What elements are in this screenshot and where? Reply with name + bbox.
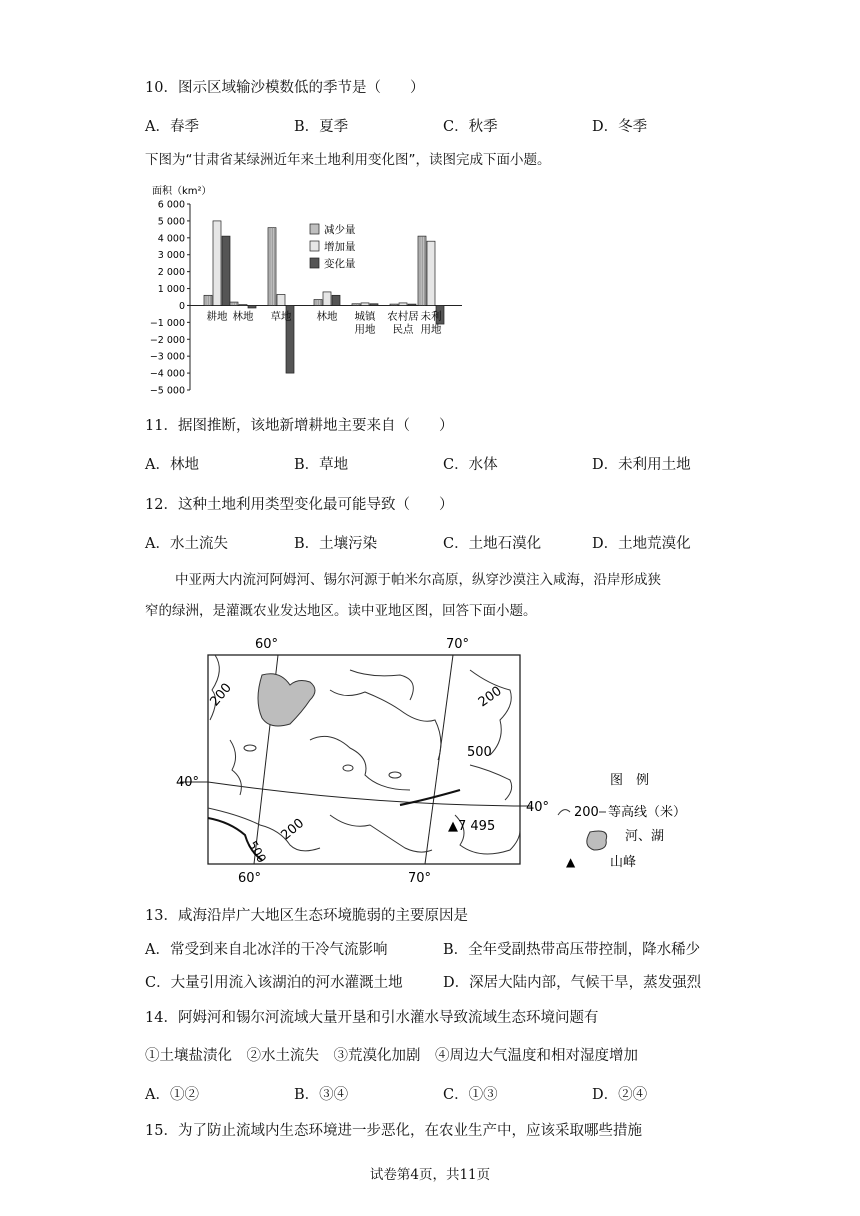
legend-swatch bbox=[310, 224, 319, 234]
category-label: 林地 bbox=[316, 310, 338, 323]
lon-label-bottom-60: 60° bbox=[238, 871, 262, 886]
y-tick-label: −5 000 bbox=[149, 385, 185, 397]
q14-option-d: D．②④ bbox=[592, 1087, 648, 1103]
contour-label: 200 bbox=[207, 680, 235, 710]
lon-label-bottom-70: 70° bbox=[408, 871, 432, 886]
y-tick-label: 4 000 bbox=[157, 233, 185, 245]
intro-text-2-line-2: 窄的绿洲，是灌溉农业发达地区。读中亚地区图，回答下面小题。 bbox=[145, 603, 537, 619]
legend-lake-symbol bbox=[587, 831, 607, 850]
q12-option-a: A．水土流失 bbox=[145, 536, 228, 552]
contour-line bbox=[343, 765, 353, 771]
peak-label: ▲7 495 bbox=[448, 819, 496, 834]
contour-line bbox=[330, 690, 441, 760]
bar-变化量 bbox=[248, 305, 256, 308]
question-15-stem: 15．为了防止流域内生态环境进一步恶化，在农业生产中，应该采取哪些措施 bbox=[145, 1123, 642, 1139]
y-tick-label: 5 000 bbox=[157, 216, 185, 228]
legend-label: 变化量 bbox=[324, 258, 356, 270]
central-asia-map bbox=[170, 630, 700, 895]
q10-option-b: B．夏季 bbox=[294, 119, 349, 135]
lon-label-top-60: 60° bbox=[255, 637, 279, 652]
q11-option-d: D．未利用土地 bbox=[592, 457, 691, 473]
contour-label: 200 bbox=[278, 815, 308, 844]
q14-option-c: C．①③ bbox=[443, 1087, 498, 1103]
contour-label: 500 bbox=[467, 745, 492, 760]
category-label: 草地 bbox=[270, 310, 292, 323]
contour-label: 200 bbox=[475, 683, 505, 711]
question-12-stem: 12．这种土地利用类型变化最可能导致（ ） bbox=[145, 497, 454, 513]
question-11-stem: 11．据图推断，该地新增耕地主要来自（ ） bbox=[145, 418, 454, 434]
legend-label: 增加量 bbox=[324, 241, 356, 253]
page-footer: 试卷第4页，共11页 bbox=[369, 1167, 491, 1183]
contour-line bbox=[330, 815, 432, 852]
q11-option-c: C．水体 bbox=[443, 457, 498, 473]
lat-label-left-40: 40° bbox=[176, 775, 200, 790]
q14-option-b: B．③④ bbox=[294, 1087, 349, 1103]
q14-option-a: A．①② bbox=[145, 1087, 199, 1103]
contour-line bbox=[389, 772, 401, 778]
intro-text-1: 下图为“甘肃省某绿洲近年来土地利用变化图”，读图完成下面小题。 bbox=[145, 152, 551, 168]
question-14-items: ①土壤盐渍化 ②水土流失 ③荒漠化加剧 ④周边大气温度和相对湿度增加 bbox=[145, 1048, 638, 1064]
y-tick-label: −1 000 bbox=[149, 317, 185, 329]
q10-option-c: C．秋季 bbox=[443, 119, 498, 135]
y-tick-label: −3 000 bbox=[149, 351, 185, 363]
bar-增加量 bbox=[427, 241, 435, 305]
bar-变化量 bbox=[408, 304, 416, 305]
q12-option-b: B．土壤污染 bbox=[294, 536, 378, 552]
lat-label-right-40: 40° bbox=[526, 800, 550, 815]
question-13-stem: 13．咸海沿岸广大地区生态环境脆弱的主要原因是 bbox=[145, 908, 468, 924]
contour-line bbox=[350, 670, 413, 700]
legend-title: 图 例 bbox=[610, 773, 650, 788]
contour-line bbox=[470, 670, 511, 755]
legend-contour-label: 等高线（米） bbox=[608, 805, 687, 820]
q10-option-d: D．冬季 bbox=[592, 119, 648, 135]
y-tick-label: 0 bbox=[178, 300, 185, 312]
contour-line bbox=[470, 765, 512, 800]
legend-contour-symbol bbox=[558, 810, 570, 815]
legend-lake-label: 河、湖 bbox=[625, 829, 665, 844]
contour-line bbox=[244, 745, 256, 751]
category-label: 民点 bbox=[392, 323, 414, 336]
q13-option-b: B．全年受副热带高压带控制，降水稀少 bbox=[443, 942, 701, 958]
lon-label-top-70: 70° bbox=[446, 637, 470, 652]
y-axis-label: 面积（km²） bbox=[152, 186, 212, 197]
q13-option-a: A．常受到来自北冰洋的干冷气流影响 bbox=[145, 942, 388, 958]
y-tick-label: 3 000 bbox=[157, 250, 185, 262]
legend-contour-value: 200 bbox=[574, 805, 599, 820]
bar-增加量 bbox=[277, 294, 285, 305]
legend-label: 减少量 bbox=[324, 224, 356, 236]
bar-增加量 bbox=[323, 292, 331, 306]
intro-text-2-line-1: 中亚两大内流河阿姆河、锡尔河源于帕米尔高原，纵穿沙漠注入咸海，沿岸形成狭 bbox=[175, 572, 661, 588]
bar-增加量 bbox=[213, 221, 221, 306]
category-label: 林地 bbox=[232, 310, 254, 323]
question-10-stem: 10．图示区域输沙模数低的季节是（ ） bbox=[145, 80, 425, 96]
y-tick-label: −2 000 bbox=[149, 334, 185, 346]
category-label: 城镇 bbox=[354, 310, 376, 323]
q11-option-a: A．林地 bbox=[145, 457, 199, 473]
q10-option-a: A．春季 bbox=[145, 119, 199, 135]
contour-label: 500 bbox=[245, 838, 270, 866]
y-tick-label: 2 000 bbox=[157, 267, 185, 279]
bar-增加量 bbox=[239, 305, 247, 306]
category-label: 农村居 bbox=[387, 310, 419, 323]
q12-option-c: C．土地石漠化 bbox=[443, 536, 542, 552]
q12-option-d: D．土地荒漠化 bbox=[592, 536, 691, 552]
y-tick-label: 6 000 bbox=[157, 199, 185, 211]
question-14-stem: 14．阿姆河和锡尔河流域大量开垦和引水灌水导致流域生态环境问题有 bbox=[145, 1010, 599, 1026]
bar-变化量 bbox=[222, 236, 230, 305]
river bbox=[400, 790, 460, 805]
land-use-bar-chart bbox=[140, 180, 470, 400]
bar-增加量 bbox=[399, 303, 407, 306]
aral-sea bbox=[258, 674, 315, 726]
y-tick-label: −4 000 bbox=[149, 368, 185, 380]
category-label: 未利 bbox=[420, 310, 442, 323]
q11-option-b: B．草地 bbox=[294, 457, 349, 473]
category-label: 用地 bbox=[420, 323, 442, 336]
category-label: 用地 bbox=[354, 323, 376, 336]
legend-swatch bbox=[310, 241, 319, 251]
legend-peak-label: 山峰 bbox=[610, 855, 637, 870]
legend-peak-symbol: ▲ bbox=[566, 855, 576, 869]
legend-swatch bbox=[310, 258, 319, 268]
y-tick-label: 1 000 bbox=[157, 284, 185, 296]
parallel-40 bbox=[208, 782, 520, 806]
bar-变化量 bbox=[332, 295, 340, 305]
bar-变化量 bbox=[370, 304, 378, 306]
bar-增加量 bbox=[361, 303, 369, 306]
q13-option-c: C．大量引用流入该湖泊的河水灌溉土地 bbox=[145, 975, 403, 991]
category-label: 耕地 bbox=[206, 310, 228, 323]
contour-line bbox=[310, 736, 410, 790]
q13-option-d: D．深居大陆内部，气候干旱，蒸发强烈 bbox=[443, 975, 702, 991]
